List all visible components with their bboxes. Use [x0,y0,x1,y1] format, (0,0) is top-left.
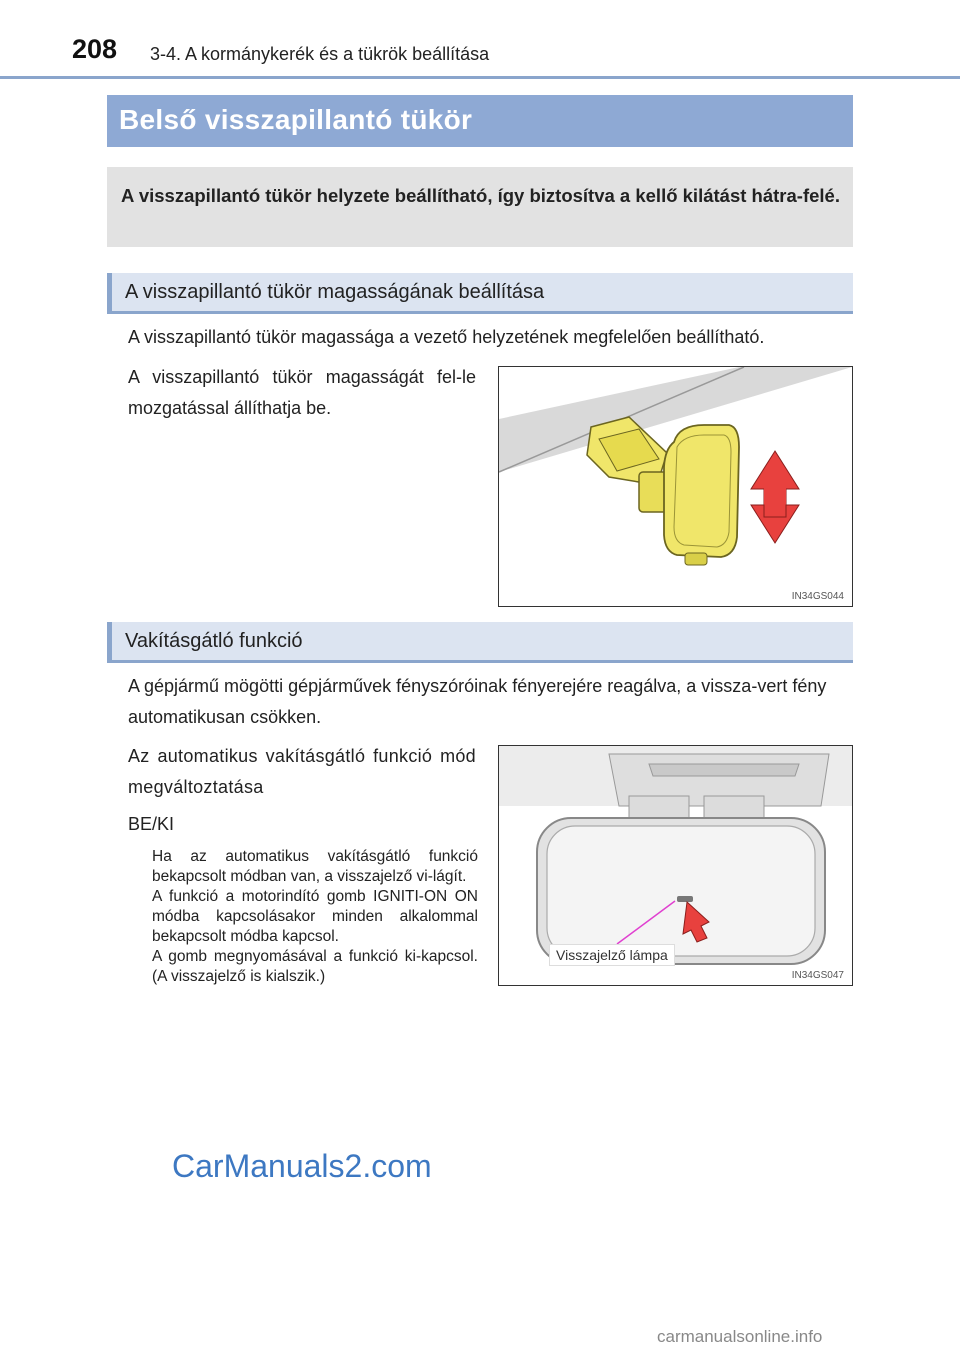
chapter-title: 3-4. A kormánykerék és a tükrök beállítása [150,44,490,64]
intro-box [107,167,853,247]
onoff-label: BE/KI [128,814,175,834]
note-line: A gomb megnyomásával a funkció ki-kapcsol. (A visszajelző is kialszik.) [152,948,478,985]
footer-watermark: carmanualsonline.info [657,1327,823,1346]
note-line: A funkció a motorindító gomb IGNITI-ON ON módba kapcsolásakor minden alkalommal bekapcsolt módba kapcsol. [152,888,478,945]
antiglare-mirror-figure [498,745,853,986]
mirror-housing-shape [664,425,739,565]
indicator-lamp-callout: Visszajelző lámpa [549,944,675,966]
watermark-logo: CarManuals2.com [172,1148,432,1184]
antiglare-note [152,847,478,987]
rearview-mirror-shape [537,818,825,964]
figure-code: IN34GS047 [791,970,844,981]
note-line: Ha az automatikus vakításgátló funkció bekapcsolt módban van, a visszajelző vi-lágít. [152,848,478,885]
header-divider [0,76,960,79]
intro-text: A visszapillantó tükör helyzete beállítható, így biztosítva a kellő kilátást hátra-felé. [121,185,840,206]
section-heading-text: Vakításgátló funkció [125,630,303,652]
page-number: 208 [72,34,118,64]
figure-code: IN34GS044 [791,591,844,602]
section-heading-antiglare [107,622,853,663]
mirror-mount-shape [587,417,669,512]
mirror-height-figure [498,366,853,607]
page-title-bar [107,95,853,147]
section2-instruction: Az automatikus vakításgátló funkció mód megváltoztatása [128,746,476,797]
section-heading-text: A visszapillantó tükör magasságának beállítása [125,281,545,303]
page-title: Belső visszapillantó tükör [119,104,473,135]
section1-instruction: A visszapillantó tükör magasságát fel-le mozgatással állíthatja be. [128,367,476,418]
page-header [0,0,960,80]
section2-paragraph: A gépjármű mögötti gépjárművek fényszóróinak fényerejére reagálva, a vissza-vert fény automatikusan csökken. [128,676,827,727]
up-down-arrow-icon [751,451,799,543]
section-heading-height [107,273,853,314]
section1-paragraph: A visszapillantó tükör magassága a vezető helyzetének megfelelően beállítható. [128,327,765,347]
